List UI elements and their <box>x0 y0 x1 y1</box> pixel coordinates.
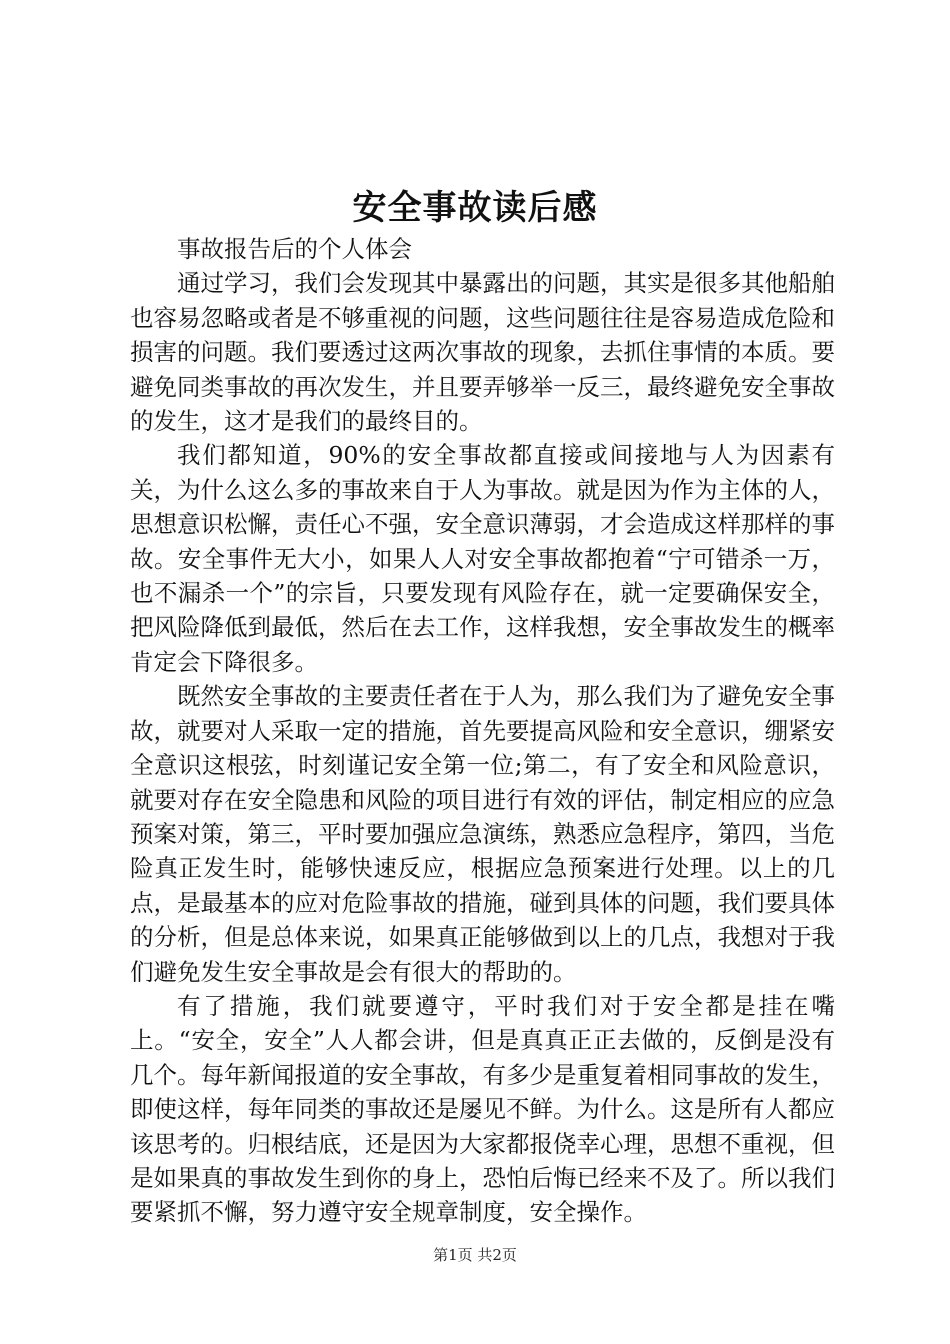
page-footer: 第1页 共2页 <box>433 1246 517 1264</box>
paragraph: 既然安全事故的主要责任者在于人为，那么我们为了避免安全事故，就要对人采取一定的措施，首先要提高风险和安全意识，绷紧安全意识这根弦，时刻谨记安全第一位;第二，有了安全和风险意识，就要对存在安全隐患和风险的项目进行有效的评估，制定相应的应急预案对策，第三，平时要加强应急演练，熟悉应急程序，第四，当危险真正发生时，能够快速反应，根据应急预案进行处理。以上的几点，是最基本的应对危险事故的措施，碰到具体的问题，我们要具体的分析，但是总体来说，如果真正能够做到以上的几点，我想对于我们避免发生安全事故是会有很大的帮助的。 <box>130 682 835 986</box>
paragraph: 通过学习，我们会发现其中暴露出的问题，其实是很多其他船舶也容易忽略或者是不够重视的问题，这些问题往往是容易造成危险和损害的问题。我们要透过这两次事故的现象，去抓住事情的本质。要避免同类事故的再次发生，并且要弄够举一反三，最终避免安全事故的发生，这才是我们的最终目的。 <box>130 269 835 436</box>
paragraph-subtitle: 事故报告后的个人体会 <box>177 235 412 263</box>
document-title: 安全事故读后感 <box>352 188 598 228</box>
document-body <box>130 232 835 1230</box>
paragraph: 我们都知道，90%的安全事故都直接或间接地与人为因素有关，为什么这么多的事故来自于人为事故。就是因为作为主体的人，思想意识松懈，责任心不强，安全意识薄弱，才会造成这样那样的事故。安全事件无大小，如果人人对安全事故都抱着“宁可错杀一万，也不漏杀一个”的宗旨，只要发现有风险存在，就一定要确保安全，把风险降低到最低，然后在去工作，这样我想，安全事故发生的概率肯定会下降很多。 <box>130 441 835 676</box>
paragraph: 有了措施，我们就要遵守，平时我们对于安全都是挂在嘴上。“安全，安全”人人都会讲，但是真真正正去做的，反倒是没有几个。每年新闻报道的安全事故，有多少是重复着相同事故的发生，即使这样，每年同类的事故还是屡见不鲜。为什么。这是所有人都应该思考的。归根结底，还是因为大家都报侥幸心理，思想不重视，但是如果真的事故发生到你的身上，恐怕后悔已经来不及了。所以我们要紧抓不懈，努力遵守安全规章制度，安全操作。 <box>130 991 835 1227</box>
